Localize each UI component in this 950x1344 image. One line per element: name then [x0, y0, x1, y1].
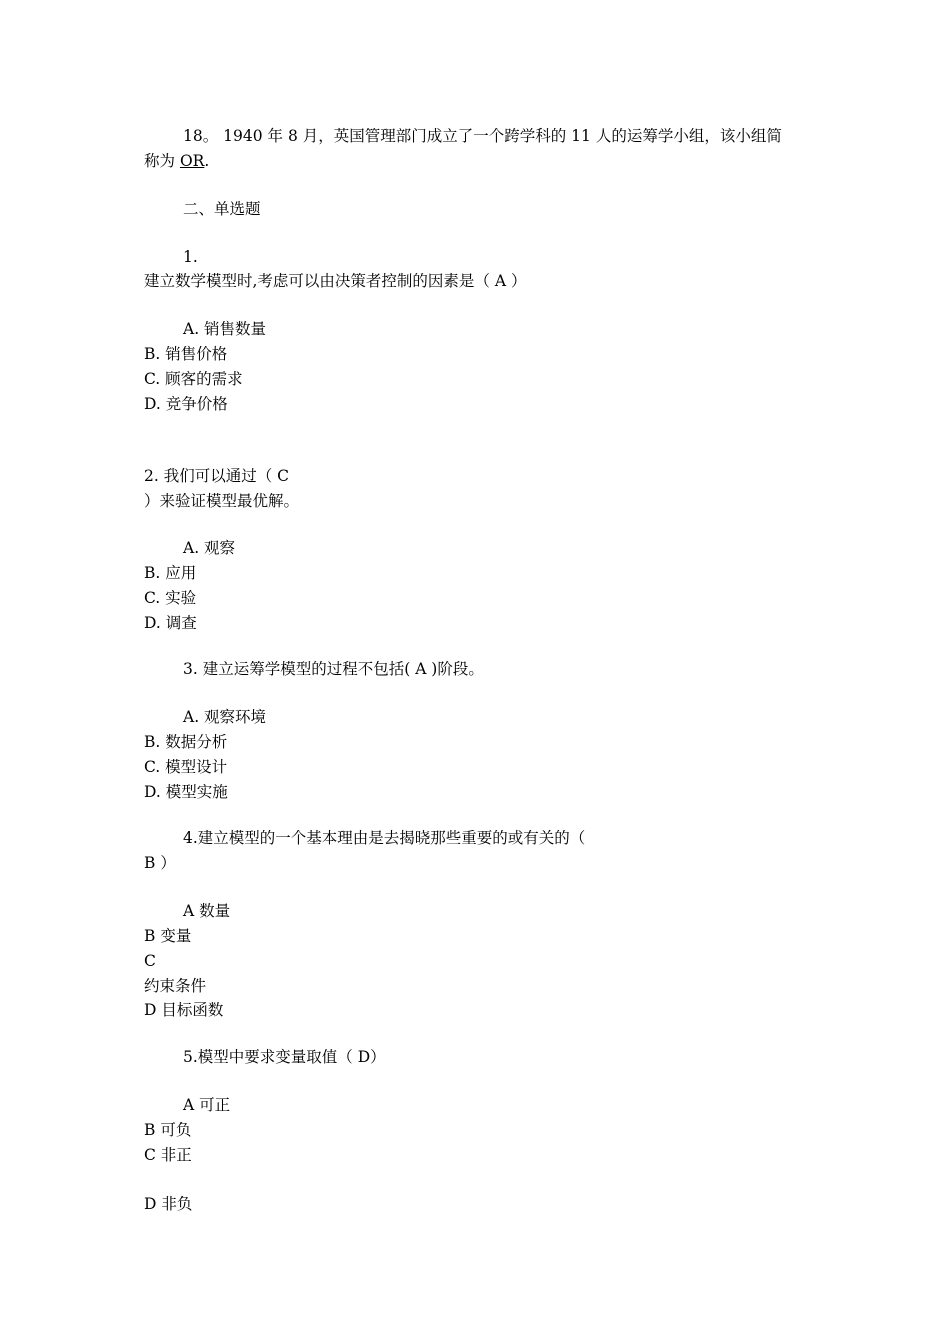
q5-stem: 5.模型中要求变量取值（ D）	[183, 1048, 386, 1066]
q2-option-a: A. 观察	[183, 539, 236, 557]
q3-option-b: B. 数据分析	[144, 733, 228, 751]
q1-option-c: C. 顾客的需求	[144, 370, 243, 388]
q1-stem: 建立数学模型时,考虑可以由决策者控制的因素是（ A ）	[144, 272, 527, 290]
q4-option-d: D 目标函数	[144, 1001, 224, 1019]
q3-option-d: D. 模型实施	[144, 783, 228, 801]
intro-answer: OR	[179, 152, 205, 170]
q5-option-b: B 可负	[144, 1121, 192, 1139]
q1-option-d: D. 竞争价格	[144, 395, 228, 413]
section-title: 二、单选题	[183, 200, 261, 218]
q2-option-d: D. 调查	[144, 614, 197, 632]
q4-option-c-text: 约束条件	[144, 977, 207, 995]
q3-option-c: C. 模型设计	[144, 758, 228, 776]
intro-prefix: 称为	[144, 152, 180, 170]
intro-line-2	[144, 150, 209, 172]
q4-stem-line-2: B ）	[144, 854, 176, 872]
q3-stem: 3. 建立运筹学模型的过程不包括( A )阶段。	[183, 660, 484, 678]
q5-option-c: C 非正	[144, 1146, 192, 1164]
q3-option-a: A. 观察环境	[183, 708, 267, 726]
q2-stem-line-2: ）来验证模型最优解。	[144, 492, 300, 510]
q2-option-c: C. 实验	[144, 589, 197, 607]
q4-option-a: A 数量	[183, 902, 231, 920]
q4-option-c: C	[144, 952, 156, 970]
q2-stem-line-1: 2. 我们可以通过（ C	[144, 467, 290, 485]
q5-option-a: A 可正	[183, 1096, 231, 1114]
q4-option-b: B 变量	[144, 927, 192, 945]
intro-line-1: 18。 1940 年 8 月，英国管理部门成立了一个跨学科的 11 人的运筹学小组，该小组简	[183, 127, 782, 145]
q4-stem-line-1: 4.建立模型的一个基本理由是去揭晓那些重要的或有关的（	[183, 829, 586, 847]
q1-number: 1.	[183, 248, 198, 266]
q1-option-a: A. 销售数量	[183, 320, 267, 338]
q2-option-b: B. 应用	[144, 564, 197, 582]
intro-suffix: .	[204, 152, 210, 170]
q1-option-b: B. 销售价格	[144, 345, 228, 363]
q5-option-d: D 非负	[144, 1195, 193, 1213]
